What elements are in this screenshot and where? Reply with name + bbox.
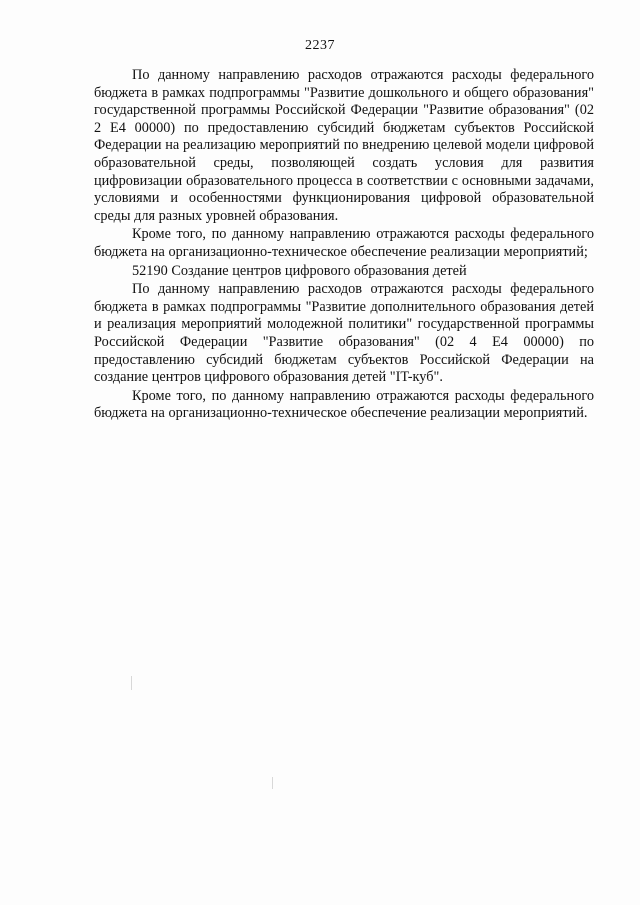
section-heading-52190: 52190 Создание центров цифрового образования детей — [132, 262, 467, 279]
paragraph-52190-additional: Кроме того, по данному направлению отражаются расходы федерального бюджета на организационно-техническое обеспечение реализации мероприятий. — [94, 387, 594, 422]
scan-speck — [272, 777, 273, 789]
paragraph-52190-description: По данному направлению расходов отражаются расходы федерального бюджета в рамках подпрограммы "Развитие дополнительного образования детей и реализация мероприятий молодежной политики" государственной программы Российской Федерации "Развитие образования" (02 4 Е4 00000) по предоставлению субсидий бюджетам субъектов Российской Федерации на создание центров цифрового образования детей "IT-куб". — [94, 281, 594, 386]
scan-speck — [131, 676, 132, 690]
document-body — [94, 67, 594, 423]
paragraph-5215-additional: Кроме того, по данному направлению отражаются расходы федерального бюджета на организационно-техническое обеспечение реализации мероприятий; — [94, 226, 594, 260]
paragraph-5215-description: По данному направлению расходов отражаются расходы федерального бюджета в рамках подпрограммы "Развитие дошкольного и общего образования" государственной программы Российской Федерации "Развитие образования" (02 2 Е4 00000) по предоставлению субсидий бюджетам субъектов Российской Федерации на реализацию мероприятий по внедрению целевой модели цифровой образовательной среды, позволяющей создать условия для развития цифровизации образовательного процесса в соответствии с основными задачами, условиями и особенностями функционирования цифровой образовательной среды для разных уровней образования. — [94, 67, 594, 224]
page-number: 2237 — [305, 38, 335, 53]
